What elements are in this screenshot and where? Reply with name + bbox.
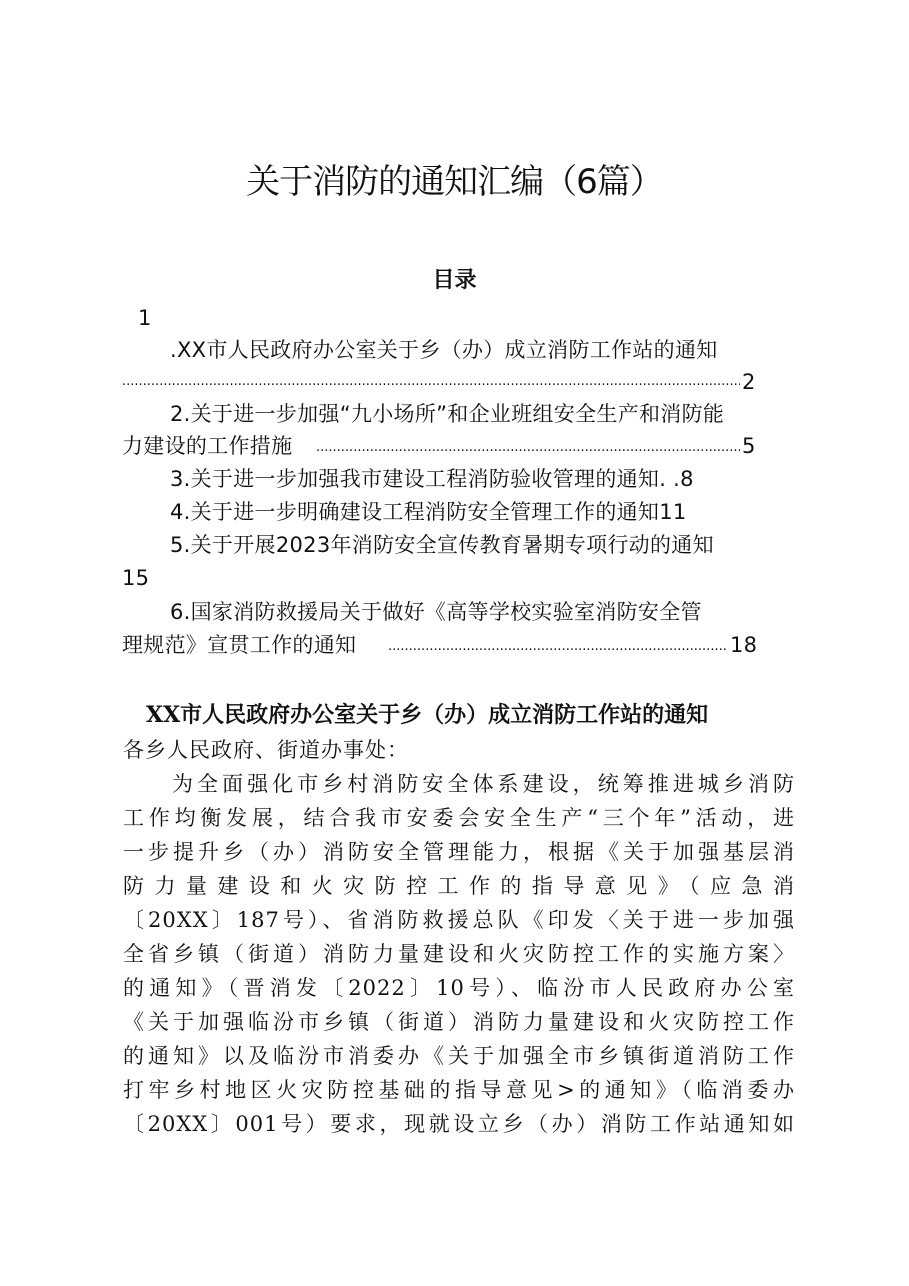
salutation: 各乡人民政府、街道办事处： <box>123 738 409 762</box>
toc-item-1-title: .XX市人民政府办公室关于乡（办）成立消防工作站的通知 <box>170 338 718 362</box>
toc-item-6-title: 6.国家消防救援局关于做好《高等学校实验室消防安全管 <box>170 600 702 624</box>
toc-item-4: 4.关于进一步明确建设工程消防安全管理工作的通知11 <box>170 500 687 524</box>
toc-item-1-leader <box>122 372 740 392</box>
toc-item-6-title-cont: 理规范》宣贯工作的通知 <box>122 633 357 657</box>
body-line: 为全面强化市乡村消防安全体系建设，统筹推进城乡消防 <box>172 772 795 796</box>
body-line: 〔20XX〕187号）、省消防救援总队《印发〈关于进一步加强 <box>123 908 795 932</box>
toc-item-1-page: 2 <box>742 370 756 394</box>
toc-item-2-page: 5 <box>742 434 756 458</box>
toc-heading: 目录 <box>432 267 477 293</box>
body-line: 全省乡镇（街道）消防力量建设和火灾防控工作的实施方案〉 <box>123 942 795 966</box>
body-line: 的通知》以及临汾市消委办《关于加强全市乡镇街道消防工作 <box>123 1044 795 1068</box>
body-line: 的通知》（晋消发〔2022〕10号）、临汾市人民政府办公室 <box>123 976 795 1000</box>
body-line: 打牢乡村地区火灾防控基础的指导意见>的通知》（临消委办 <box>123 1078 795 1102</box>
body-line: 防力量建设和火灾防控工作的指导意见》（应急消 <box>123 874 795 898</box>
body-line: 《关于加强临汾市乡镇（街道）消防力量建设和火灾防控工作 <box>123 1010 795 1034</box>
toc-item-5-title: 5.关于开展2023年消防安全宣传教育暑期专项行动的通知 <box>170 533 714 557</box>
toc-item-2-title: 2.关于进一步加强“九小场所”和企业班组安全生产和消防能 <box>170 402 725 426</box>
toc-item-5-page: 15 <box>122 566 150 590</box>
body-line: 〔20XX〕001号）要求，现就设立乡（办）消防工作站通知如 <box>123 1112 795 1136</box>
toc-item-2-title-cont: 力建设的工作措施 <box>122 434 293 458</box>
toc-item-6-page: 18 <box>730 633 758 657</box>
toc-marker: 1 <box>138 306 152 330</box>
section-heading: XX市人民政府办公室关于乡（办）成立消防工作站的通知 <box>146 702 709 728</box>
toc-item-2-leader <box>316 438 740 458</box>
body-line: 一步提升乡（办）消防安全管理能力，根据《关于加强基层消 <box>123 840 795 864</box>
body-line: 工作均衡发展，结合我市安委会安全生产“三个年”活动，进 <box>123 806 795 830</box>
toc-item-3: 3.关于进一步加强我市建设工程消防验收管理的通知. .8 <box>170 467 694 491</box>
toc-item-6-leader <box>388 637 728 657</box>
document-title: 关于消防的通知汇编（6篇） <box>246 162 663 202</box>
